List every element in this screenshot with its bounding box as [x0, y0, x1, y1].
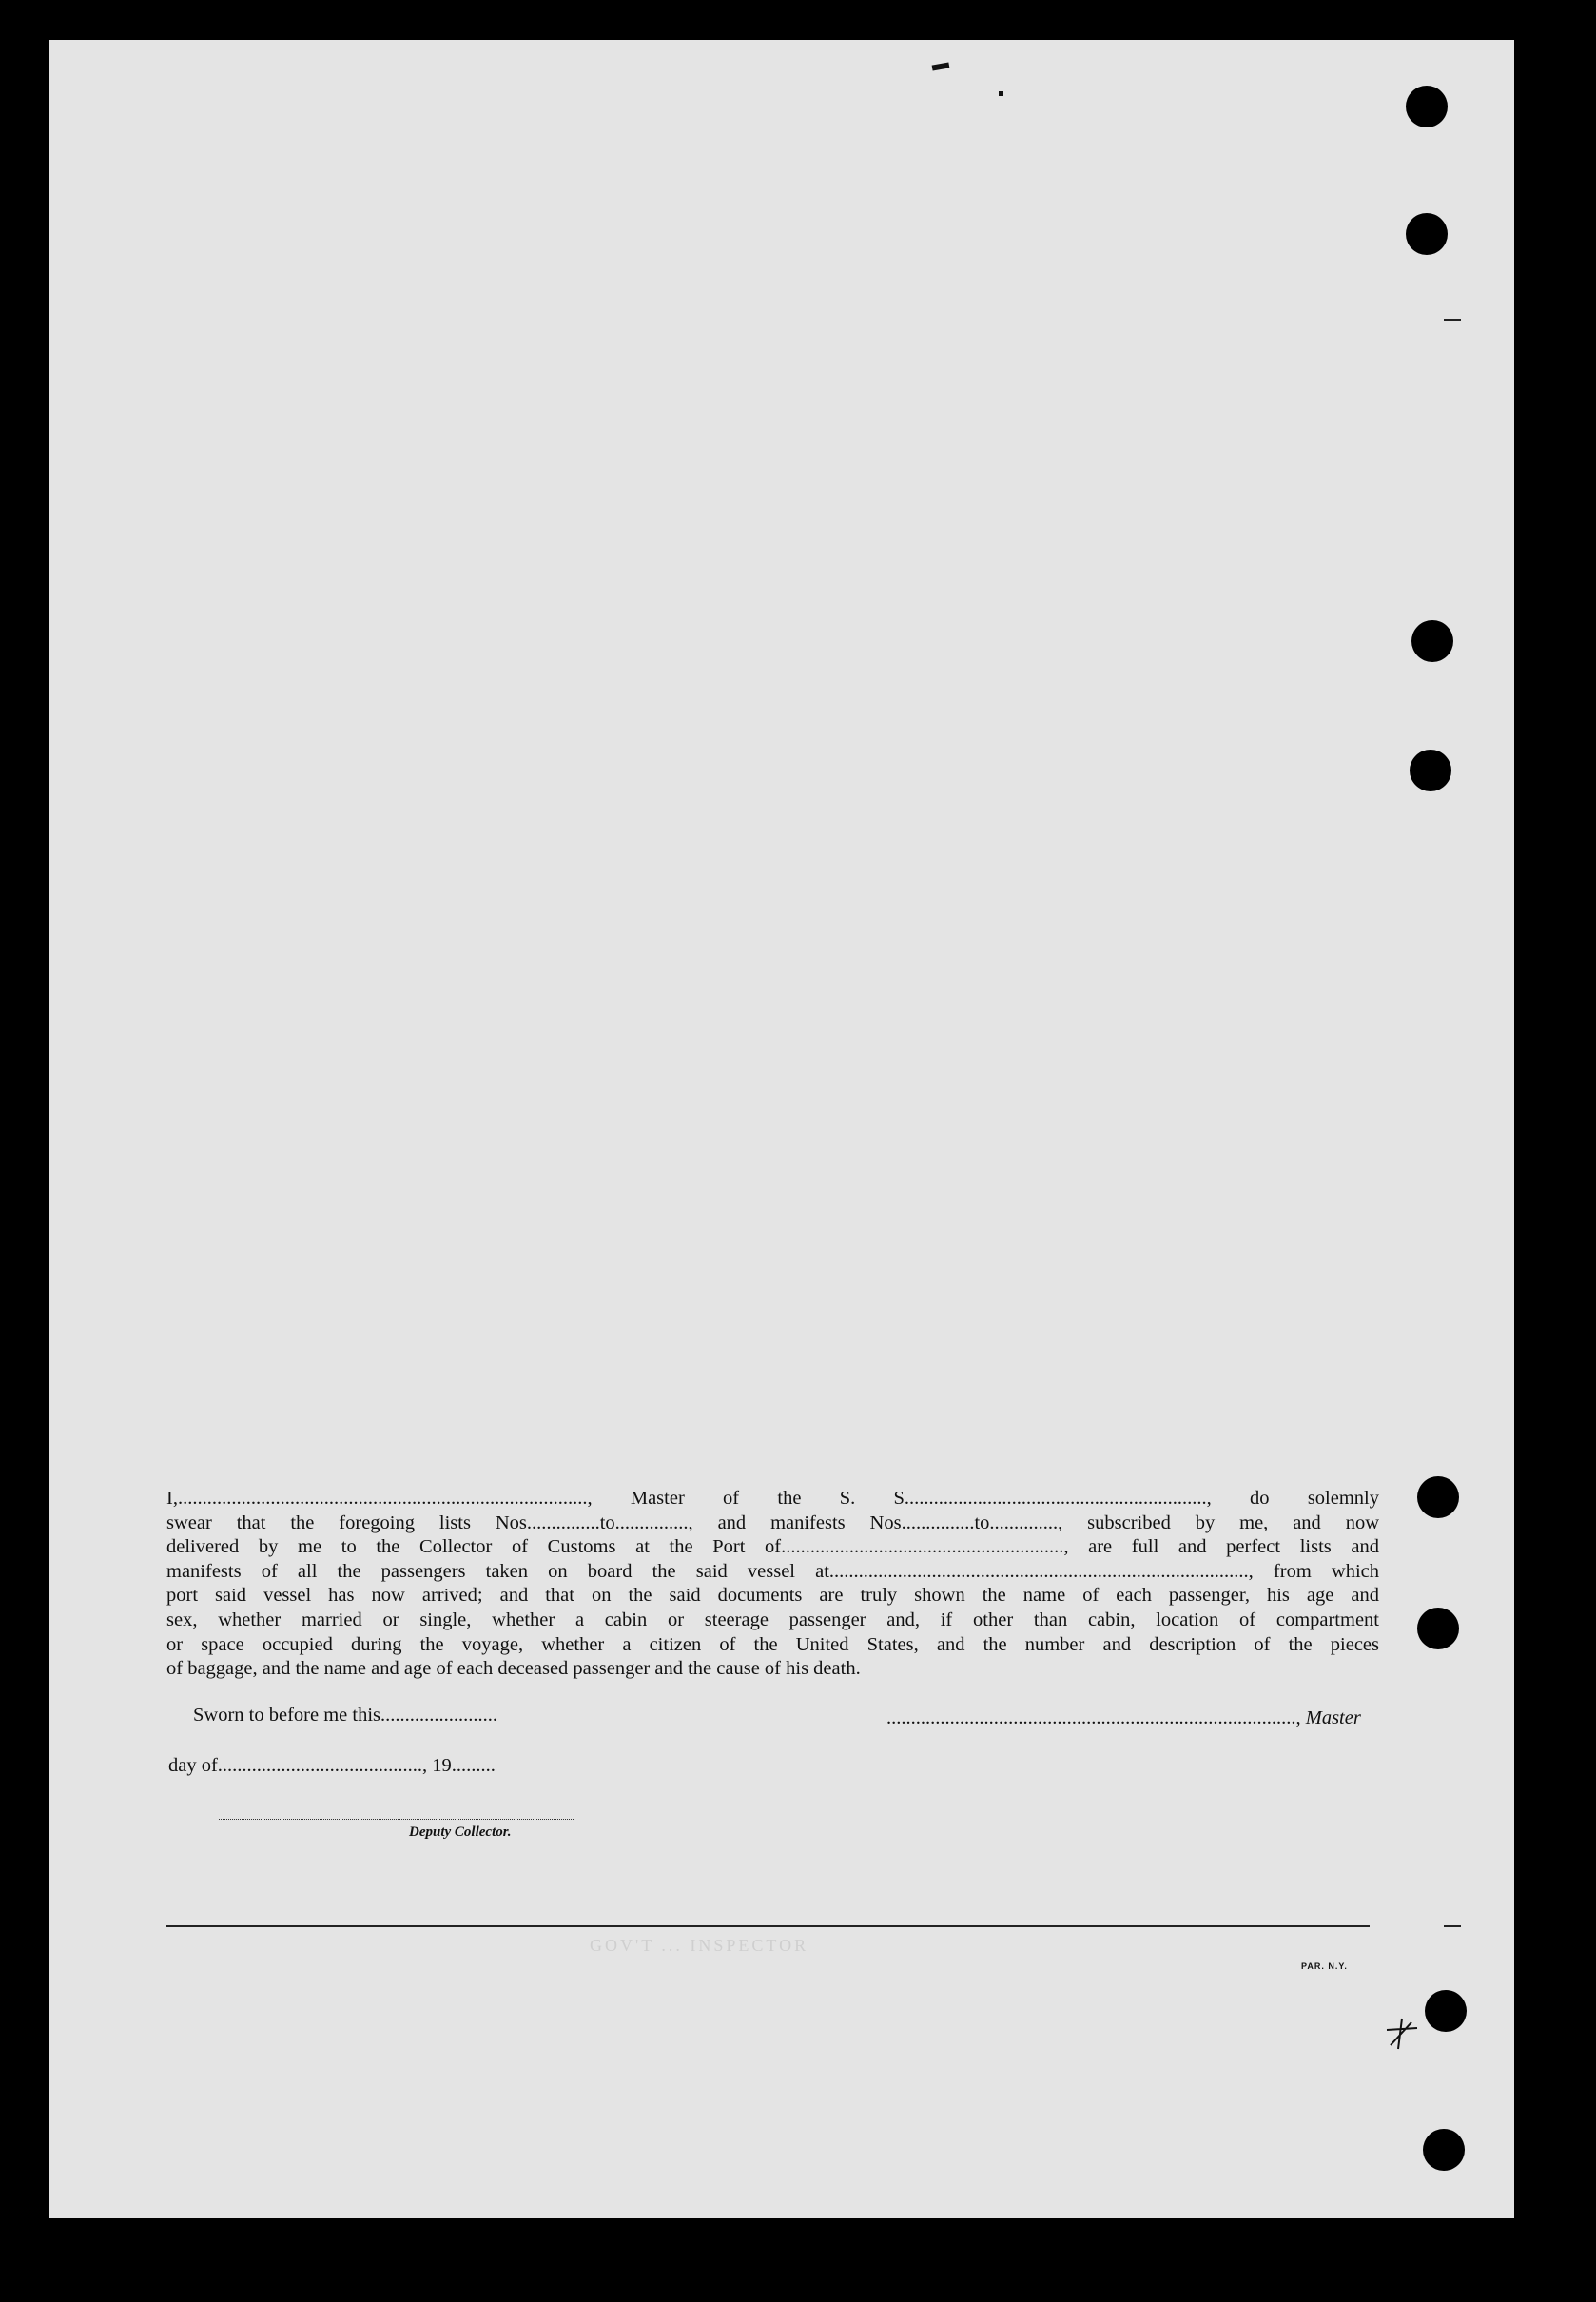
punch-hole: [1417, 1476, 1459, 1518]
punch-hole: [1410, 750, 1451, 791]
margin-tick: [1444, 1925, 1461, 1927]
document-page: [49, 40, 1514, 2218]
punch-hole: [1406, 213, 1448, 255]
oath-line: I,...................................................................................., Master of the S. S.............................................................., do solemnly: [166, 1488, 1379, 1509]
day-of-line: day of.........................................., 19.........: [168, 1755, 496, 1776]
faint-stamp-text: GOV'T ... INSPECTOR: [590, 1936, 809, 1955]
ink-dot: [999, 91, 1003, 96]
punch-hole: [1425, 1990, 1467, 2032]
sworn-before-line: Sworn to before me this........................: [193, 1705, 497, 1726]
master-label: Master: [1305, 1707, 1361, 1728]
master-oath-paragraph: [166, 1487, 1379, 1682]
printer-mark: PAR. N.Y.: [1301, 1961, 1348, 1971]
bottom-rule: [166, 1925, 1370, 1927]
deputy-signature-line: [219, 1819, 574, 1820]
punch-hole: [1423, 2129, 1465, 2171]
margin-tick: [1444, 319, 1461, 321]
oath-line: manifests of all the passengers taken on board the said vessel at......................................................................................, from which: [166, 1560, 1379, 1582]
oath-line: sex, whether married or single, whether a cabin or steerage passenger and, if other than cabin, location of compartment: [166, 1609, 1379, 1630]
oath-line: swear that the foregoing lists Nos...............to..............., and manifests Nos...............to.............., subscribed by me, and now: [166, 1512, 1379, 1533]
punch-hole: [1406, 86, 1448, 127]
ink-mark: [932, 62, 950, 70]
oath-line: port said vessel has now arrived; and that on the said documents are truly shown the name of each passenger, his age and: [166, 1585, 1379, 1607]
master-signature-line: [886, 1707, 1361, 1729]
deputy-collector-label: Deputy Collector.: [409, 1824, 512, 1840]
oath-line: of baggage, and the name and age of each deceased passenger and the cause of his death.: [166, 1658, 861, 1680]
star-mark: [1383, 2017, 1421, 2051]
punch-hole: [1411, 620, 1453, 662]
oath-line: or space occupied during the voyage, whether a citizen of the United States, and the number and description of the pieces: [166, 1633, 1379, 1655]
oath-line: delivered by me to the Collector of Customs at the Port of.........................................................., are full and perfect lists and: [166, 1536, 1379, 1558]
punch-hole: [1417, 1608, 1459, 1649]
master-signature-dots: ....................................................................................,: [886, 1707, 1306, 1728]
